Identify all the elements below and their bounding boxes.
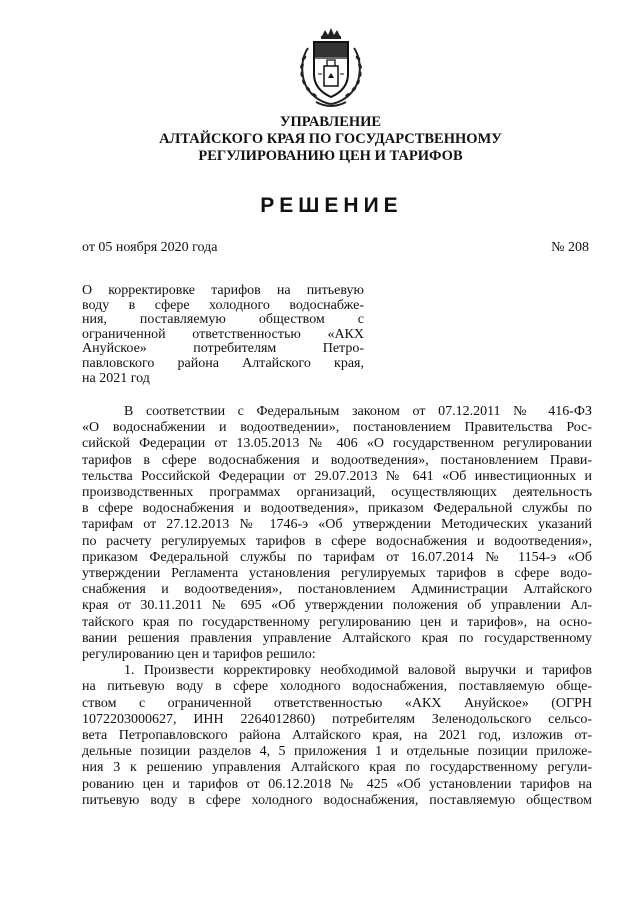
body-line: ством с ограниченной ответственностью «АКХ Ануйское» (ОГРН bbox=[82, 695, 592, 711]
body-line: на питьевую воду в сфере холодного водоснабжения, поставляемую обще- bbox=[82, 679, 592, 695]
document-date: от 05 ноября 2020 года bbox=[82, 240, 218, 255]
issuing-authority-header bbox=[0, 114, 639, 165]
subject-line: воду в сфере холодного водоснабже- bbox=[82, 297, 364, 313]
body-line: тайского края по государственному регулированию цен и тарифов», на осно- bbox=[82, 614, 592, 630]
body-line: регулированию цен и тарифов решило: bbox=[82, 647, 316, 663]
body-line: производственных программах организаций, осуществляющих деятельность bbox=[82, 485, 592, 501]
body-line: 1. Произвести корректировку необходимой валовой выручки и тарифов bbox=[124, 663, 592, 679]
subject-line: О корректировке тарифов на питьевую bbox=[82, 283, 364, 298]
body-line: питьевую воду в сфере холодного водоснабжения, поставляемую обществом bbox=[82, 792, 592, 808]
body-line: вании решения правления управление Алтайского края по государственному bbox=[82, 630, 592, 646]
body-line: тарифов в сфере водоснабжения и водоотведения», постановлением Прави- bbox=[82, 452, 592, 468]
subject-line: павловского района Алтайского края, bbox=[82, 355, 364, 371]
subject-line: ния, поставляемую обществом с bbox=[82, 312, 364, 328]
subject-line: ограниченной ответственностью «АКХ bbox=[82, 326, 364, 342]
body-line: дельные позиции разделов 4, 5 приложения 1 и отдельные позиции приложе- bbox=[82, 744, 592, 760]
body-line: ния 3 к решению управления Алтайского края по государственному регули- bbox=[82, 760, 592, 776]
body-line: утверждении Регламента установления регулируемых тарифов в сфере водо- bbox=[82, 566, 592, 582]
header-line-1: УПРАВЛЕНИЕ bbox=[279, 114, 382, 130]
body-line: вета Петропавловского района Алтайского края, на 2021 год, изложив от- bbox=[82, 728, 592, 744]
body-line: тарифам от 27.12.2013 № 1746-э «Об утверждении Методических указаний bbox=[82, 517, 592, 533]
body-line: в сфере водоснабжения и водоотведения», приказом Федеральной службы по bbox=[82, 501, 592, 517]
header-line-2: АЛТАЙСКОГО КРАЯ ПО ГОСУДАРСТВЕННОМУ bbox=[159, 131, 502, 147]
subject-line: на 2021 год bbox=[82, 370, 150, 386]
body-line: снабжения и водоотведения», постановлением Администрации Алтайского bbox=[82, 582, 592, 598]
body-line: тельства Российской Федерации от 29.07.2013 № 641 «Об инвестиционных и bbox=[82, 468, 592, 484]
body-line: рованию цен и тарифов от 06.12.2018 № 425 «Об установлении тарифов на bbox=[82, 776, 592, 792]
body-line: края от 30.11.2011 № 695 «Об утверждении положения об управлении Ал- bbox=[82, 598, 592, 614]
subject-line: Ануйское» потребителям Петро- bbox=[82, 341, 364, 357]
body-line: В соответствии с Федеральным законом от 07.12.2011 № 416-ФЗ bbox=[124, 404, 592, 419]
body-line: сийской Федерации от 13.05.2013 № 406 «О государственном регулировании bbox=[82, 436, 592, 452]
body-line: 1072203000627, ИНН 2264012860) потребителям Зеленодольского сельсо- bbox=[82, 711, 592, 727]
decision-body bbox=[82, 404, 592, 809]
altai-krai-coat-of-arms-icon bbox=[294, 26, 368, 110]
body-line: «О водоснабжении и водоотведении», постановлением Правительства Рос- bbox=[82, 420, 592, 436]
body-line: по расчету регулируемых тарифов в сфере водоснабжения и водоотведения», bbox=[82, 533, 592, 549]
document-title: РЕШЕНИЕ bbox=[260, 194, 403, 217]
body-line: приказом Федеральной службы по тарифам от 16.07.2014 № 1154-э «Об bbox=[82, 549, 592, 565]
decision-subject bbox=[82, 284, 364, 386]
document-number: № 208 bbox=[551, 240, 589, 255]
header-line-3: РЕГУЛИРОВАНИЮ ЦЕН И ТАРИФОВ bbox=[198, 148, 463, 164]
